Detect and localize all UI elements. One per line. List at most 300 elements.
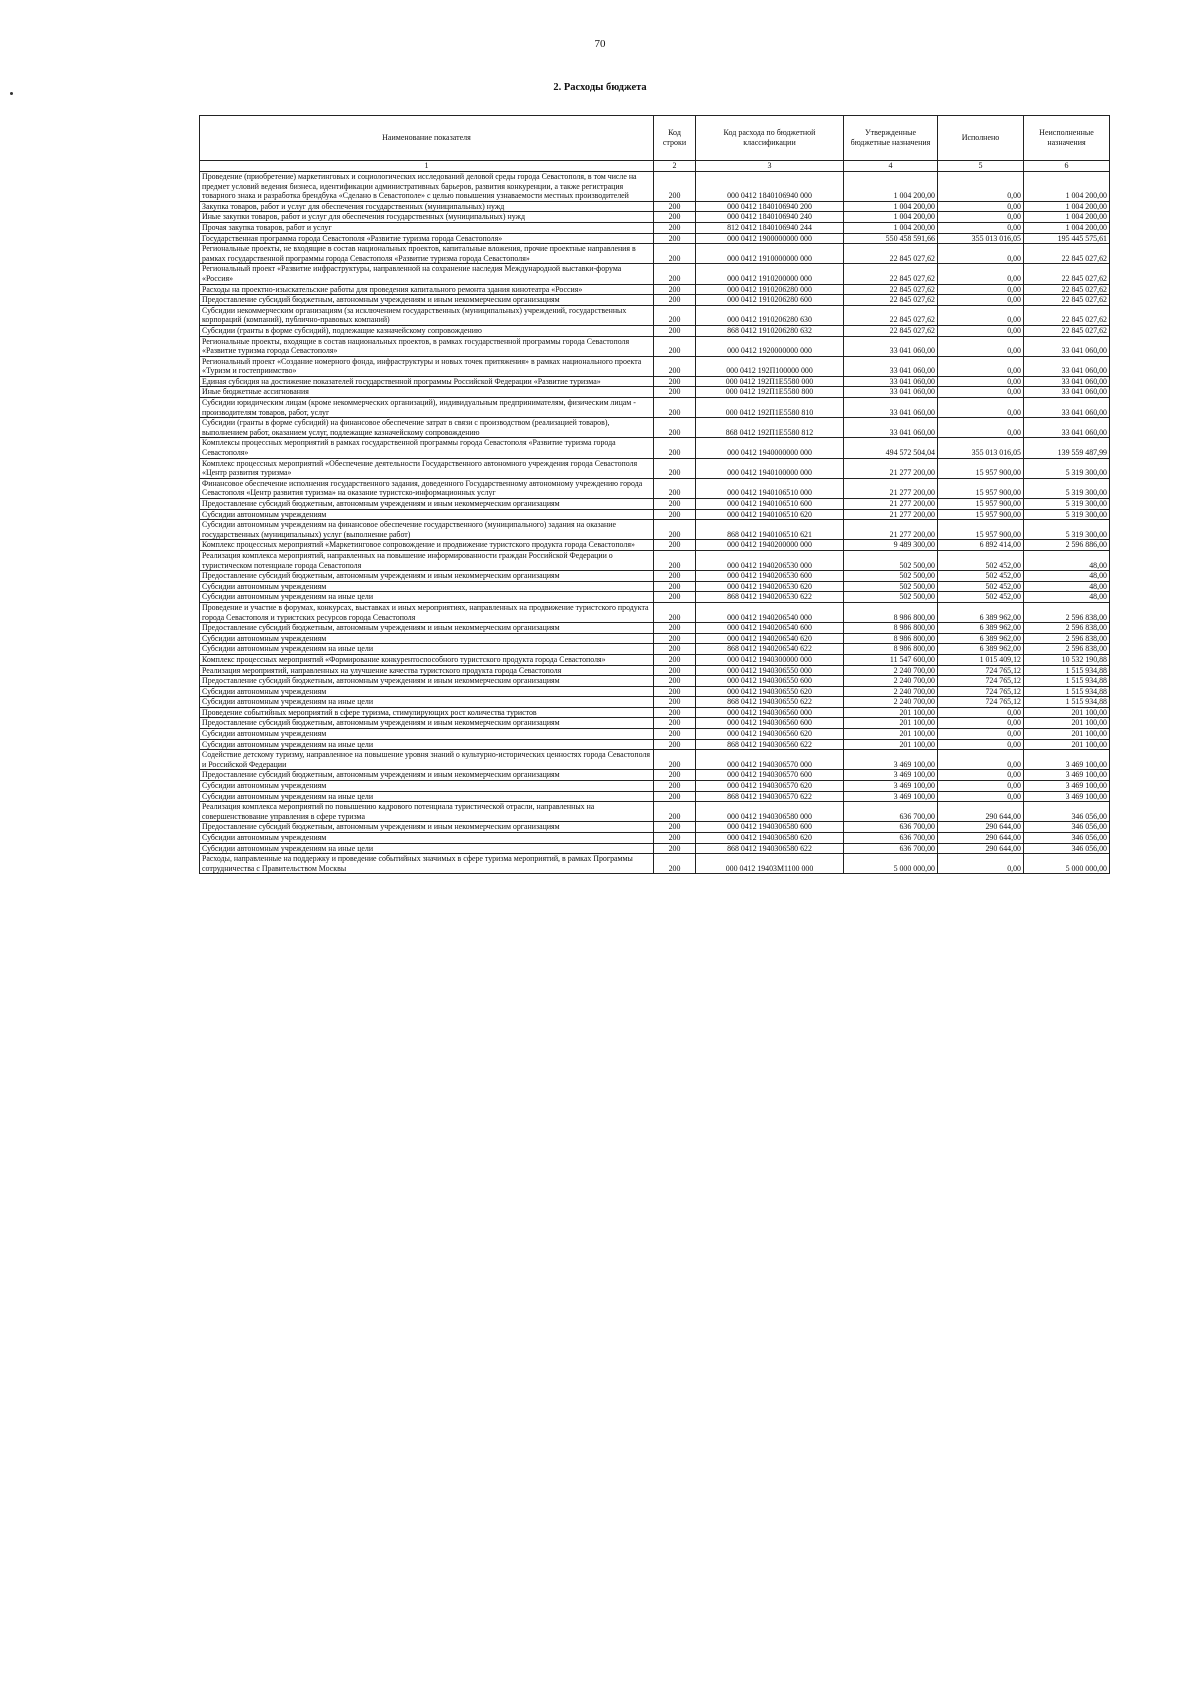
cell-budget-code: 000 0412 192П1E5580 800: [696, 387, 844, 398]
cell-approved: 33 041 060,00: [844, 376, 938, 387]
cell-budget-code: 000 0412 1910200000 000: [696, 264, 844, 284]
cell-approved: 636 700,00: [844, 802, 938, 822]
cell-budget-code: 000 0412 1940206540 000: [696, 602, 844, 622]
cell-approved: 21 277 200,00: [844, 458, 938, 478]
cell-line-code: 200: [654, 418, 696, 438]
cell-unexecuted: 5 319 300,00: [1024, 509, 1110, 520]
cell-executed: 0,00: [938, 718, 1024, 729]
cell-unexecuted: 5 319 300,00: [1024, 520, 1110, 540]
table-row: [200, 623, 1110, 634]
cell-indicator-name: Предоставление субсидий бюджетным, автономным учреждениям и иным некоммерческим организациям: [200, 718, 654, 729]
col-number: 5: [938, 161, 1024, 172]
col-header-line-code: Код строки: [654, 116, 696, 161]
cell-indicator-name: Региональный проект «Создание номерного фонда, инфраструктуры и новых точек притяжения» в рамках национального проекта «Туризм и гостеприимство»: [200, 356, 654, 376]
cell-indicator-name: Субсидии автономным учреждениям: [200, 729, 654, 740]
cell-budget-code: 868 0412 1940206530 622: [696, 592, 844, 603]
cell-unexecuted: 2 596 838,00: [1024, 644, 1110, 655]
cell-indicator-name: Комплекс процессных мероприятий «Маркетинговое сопровождение и продвижение туристского продукта города Севастополя»: [200, 540, 654, 551]
cell-budget-code: 868 0412 1940106510 621: [696, 520, 844, 540]
cell-indicator-name: Субсидии автономным учреждениям: [200, 633, 654, 644]
cell-executed: 290 644,00: [938, 822, 1024, 833]
cell-indicator-name: Региональные проекты, не входящие в состав национальных проектов, капитальные вложения, прочие проектные направления в рамках государственной программы города Севастополя «Развитие туризма города Севастополя»: [200, 244, 654, 264]
cell-executed: 0,00: [938, 376, 1024, 387]
cell-indicator-name: Единая субсидия на достижение показателей государственной программы Российской Федерации «Развитие туризма»: [200, 376, 654, 387]
cell-budget-code: 000 0412 1940206540 620: [696, 633, 844, 644]
cell-approved: 9 489 300,00: [844, 540, 938, 551]
cell-executed: 502 452,00: [938, 581, 1024, 592]
cell-budget-code: 868 0412 1940206540 622: [696, 644, 844, 655]
cell-indicator-name: Закупка товаров, работ и услуг для обеспечения государственных (муниципальных) нужд: [200, 201, 654, 212]
cell-budget-code: 000 0412 1940306580 600: [696, 822, 844, 833]
cell-unexecuted: 5 319 300,00: [1024, 458, 1110, 478]
cell-indicator-name: Субсидии автономным учреждениям на иные цели: [200, 697, 654, 708]
cell-unexecuted: 195 445 575,61: [1024, 233, 1110, 244]
cell-executed: 0,00: [938, 284, 1024, 295]
cell-line-code: 200: [654, 438, 696, 458]
cell-executed: 6 389 962,00: [938, 602, 1024, 622]
cell-budget-code: 000 0412 1940206530 620: [696, 581, 844, 592]
cell-unexecuted: 22 845 027,62: [1024, 295, 1110, 306]
cell-line-code: 200: [654, 676, 696, 687]
cell-unexecuted: 3 469 100,00: [1024, 750, 1110, 770]
cell-approved: 22 845 027,62: [844, 295, 938, 306]
cell-budget-code: 000 0412 1920000000 000: [696, 336, 844, 356]
table-row: [200, 398, 1110, 418]
table-row: [200, 791, 1110, 802]
cell-budget-code: 000 0412 1910206280 600: [696, 295, 844, 306]
cell-executed: 0,00: [938, 854, 1024, 874]
cell-executed: 502 452,00: [938, 571, 1024, 582]
table-row: [200, 284, 1110, 295]
cell-budget-code: 000 0412 1940100000 000: [696, 458, 844, 478]
cell-unexecuted: 33 041 060,00: [1024, 387, 1110, 398]
cell-executed: 0,00: [938, 791, 1024, 802]
table-row: [200, 802, 1110, 822]
cell-line-code: 200: [654, 833, 696, 844]
cell-indicator-name: Реализация мероприятий, направленных на улучшение качества туристского продукта города Севастополя: [200, 665, 654, 676]
cell-indicator-name: Проведение событийных мероприятий в сфере туризма, стимулирующих рост количества туристов: [200, 707, 654, 718]
table-row: [200, 336, 1110, 356]
cell-unexecuted: 1 515 934,88: [1024, 665, 1110, 676]
cell-approved: 201 100,00: [844, 729, 938, 740]
cell-line-code: 200: [654, 509, 696, 520]
cell-approved: 5 000 000,00: [844, 854, 938, 874]
column-number-row: [200, 161, 1110, 172]
cell-executed: 724 765,12: [938, 665, 1024, 676]
cell-line-code: 200: [654, 718, 696, 729]
cell-approved: 22 845 027,62: [844, 264, 938, 284]
cell-approved: 1 004 200,00: [844, 222, 938, 233]
cell-approved: 3 469 100,00: [844, 770, 938, 781]
cell-indicator-name: Предоставление субсидий бюджетным, автономным учреждениям и иным некоммерческим организациям: [200, 623, 654, 634]
cell-unexecuted: 1 515 934,88: [1024, 697, 1110, 708]
cell-approved: 1 004 200,00: [844, 212, 938, 223]
cell-budget-code: 000 0412 1900000000 000: [696, 233, 844, 244]
table-row: [200, 499, 1110, 510]
cell-unexecuted: 33 041 060,00: [1024, 356, 1110, 376]
cell-executed: 0,00: [938, 750, 1024, 770]
cell-executed: 0,00: [938, 770, 1024, 781]
cell-budget-code: 868 0412 192П1E5580 812: [696, 418, 844, 438]
cell-line-code: 200: [654, 325, 696, 336]
cell-executed: 0,00: [938, 398, 1024, 418]
cell-executed: 0,00: [938, 356, 1024, 376]
cell-approved: 502 500,00: [844, 581, 938, 592]
cell-executed: 290 644,00: [938, 802, 1024, 822]
cell-indicator-name: Прочая закупка товаров, работ и услуг: [200, 222, 654, 233]
cell-budget-code: 000 0412 192П1E5580 810: [696, 398, 844, 418]
cell-executed: 290 644,00: [938, 843, 1024, 854]
cell-line-code: 200: [654, 305, 696, 325]
cell-approved: 8 986 800,00: [844, 644, 938, 655]
cell-unexecuted: 48,00: [1024, 571, 1110, 582]
cell-executed: 15 957 900,00: [938, 499, 1024, 510]
cell-indicator-name: Субсидии (гранты в форме субсидий) на финансовое обеспечение затрат в связи с производством (реализацией товаров), выполнением работ, оказанием услуг, подлежащие казначейскому сопровождению: [200, 418, 654, 438]
cell-approved: 33 041 060,00: [844, 356, 938, 376]
table-row: [200, 387, 1110, 398]
cell-indicator-name: Расходы, направленные на поддержку и проведение событийных значимых в сфере туризма мероприятий, в рамках Программы сотрудничества с Правительством Москвы: [200, 854, 654, 874]
col-header-name: Наименование показателя: [200, 116, 654, 161]
cell-unexecuted: 346 056,00: [1024, 802, 1110, 822]
cell-budget-code: 868 0412 1910206280 632: [696, 325, 844, 336]
cell-approved: 33 041 060,00: [844, 387, 938, 398]
cell-executed: 0,00: [938, 325, 1024, 336]
cell-budget-code: 000 0412 1940306560 620: [696, 729, 844, 740]
cell-indicator-name: Иные закупки товаров, работ и услуг для обеспечения государственных (муниципальных) нужд: [200, 212, 654, 223]
cell-executed: 355 013 016,05: [938, 438, 1024, 458]
cell-line-code: 200: [654, 233, 696, 244]
col-header-executed: Исполнено: [938, 116, 1024, 161]
header-row: [200, 116, 1110, 161]
cell-indicator-name: Субсидии автономным учреждениям: [200, 686, 654, 697]
cell-line-code: 200: [654, 295, 696, 306]
cell-executed: 15 957 900,00: [938, 520, 1024, 540]
table-row: [200, 222, 1110, 233]
cell-indicator-name: Проведение и участие в форумах, конкурсах, выставках и иных мероприятиях, направленных на продвижение туристского продукта города Севастополя и туристских ресурсов города Севастополя: [200, 602, 654, 622]
cell-approved: 22 845 027,62: [844, 325, 938, 336]
table-row: [200, 571, 1110, 582]
cell-line-code: 200: [654, 458, 696, 478]
cell-indicator-name: Реализация комплекса мероприятий по повышению кадрового потенциала туристической отрасли, направленных на совершенствование управления в сфере туризма: [200, 802, 654, 822]
cell-indicator-name: Содействие детскому туризму, направленное на повышение уровня знаний о культурно-исторических ценностях города Севастополя и Российской Федерации: [200, 750, 654, 770]
cell-executed: 15 957 900,00: [938, 458, 1024, 478]
cell-approved: 1 004 200,00: [844, 172, 938, 202]
table-row: [200, 550, 1110, 570]
cell-approved: 3 469 100,00: [844, 791, 938, 802]
cell-line-code: 200: [654, 244, 696, 264]
cell-indicator-name: Субсидии автономным учреждениям: [200, 781, 654, 792]
table-row: [200, 520, 1110, 540]
cell-indicator-name: Субсидии некоммерческим организациям (за исключением государственных (муниципальных) учреждений, государственных корпораций (компаний), публично-правовых компаний): [200, 305, 654, 325]
cell-budget-code: 000 0412 192П100000 000: [696, 356, 844, 376]
cell-unexecuted: 33 041 060,00: [1024, 398, 1110, 418]
table-row: [200, 602, 1110, 622]
cell-indicator-name: Субсидии автономным учреждениям на иные цели: [200, 843, 654, 854]
cell-line-code: 200: [654, 571, 696, 582]
cell-approved: 636 700,00: [844, 822, 938, 833]
table-row: [200, 305, 1110, 325]
cell-approved: 8 986 800,00: [844, 602, 938, 622]
cell-line-code: 200: [654, 707, 696, 718]
cell-indicator-name: Субсидии (гранты в форме субсидий), подлежащие казначейскому сопровождению: [200, 325, 654, 336]
table-row: [200, 750, 1110, 770]
cell-indicator-name: Субсидии автономным учреждениям на иные цели: [200, 644, 654, 655]
cell-executed: 724 765,12: [938, 676, 1024, 687]
cell-budget-code: 000 0412 1940106510 600: [696, 499, 844, 510]
cell-indicator-name: Иные бюджетные ассигнования: [200, 387, 654, 398]
col-header-budget-code: Код расхода по бюджетной классификации: [696, 116, 844, 161]
cell-indicator-name: Субсидии автономным учреждениям: [200, 833, 654, 844]
col-number: 4: [844, 161, 938, 172]
cell-unexecuted: 2 596 838,00: [1024, 623, 1110, 634]
cell-line-code: 200: [654, 791, 696, 802]
cell-approved: 21 277 200,00: [844, 520, 938, 540]
col-header-approved: Утвержденные бюджетные назначения: [844, 116, 938, 161]
cell-unexecuted: 1 004 200,00: [1024, 222, 1110, 233]
cell-budget-code: 000 0412 19403M1100 000: [696, 854, 844, 874]
table-row: [200, 356, 1110, 376]
cell-budget-code: 000 0412 1940306560 000: [696, 707, 844, 718]
cell-line-code: 200: [654, 854, 696, 874]
cell-executed: 0,00: [938, 212, 1024, 223]
cell-executed: 502 452,00: [938, 592, 1024, 603]
cell-budget-code: 000 0412 1940106510 620: [696, 509, 844, 520]
table-row: [200, 478, 1110, 498]
cell-approved: 8 986 800,00: [844, 633, 938, 644]
cell-line-code: 200: [654, 633, 696, 644]
cell-executed: 502 452,00: [938, 550, 1024, 570]
cell-approved: 494 572 504,04: [844, 438, 938, 458]
cell-approved: 22 845 027,62: [844, 244, 938, 264]
cell-line-code: 200: [654, 172, 696, 202]
cell-approved: 2 240 700,00: [844, 665, 938, 676]
cell-unexecuted: 5 319 300,00: [1024, 499, 1110, 510]
cell-executed: 0,00: [938, 707, 1024, 718]
cell-executed: 0,00: [938, 305, 1024, 325]
cell-executed: 6 892 414,00: [938, 540, 1024, 551]
cell-executed: 0,00: [938, 244, 1024, 264]
budget-expenses-table: [199, 115, 1110, 874]
cell-approved: 3 469 100,00: [844, 781, 938, 792]
cell-executed: 6 389 962,00: [938, 633, 1024, 644]
cell-unexecuted: 1 004 200,00: [1024, 172, 1110, 202]
cell-line-code: 200: [654, 822, 696, 833]
table-row: [200, 633, 1110, 644]
cell-line-code: 200: [654, 592, 696, 603]
cell-line-code: 200: [654, 654, 696, 665]
cell-unexecuted: 3 469 100,00: [1024, 791, 1110, 802]
cell-unexecuted: 346 056,00: [1024, 833, 1110, 844]
cell-approved: 21 277 200,00: [844, 478, 938, 498]
cell-line-code: 200: [654, 387, 696, 398]
cell-budget-code: 868 0412 1940306550 622: [696, 697, 844, 708]
cell-unexecuted: 346 056,00: [1024, 843, 1110, 854]
col-number: 1: [200, 161, 654, 172]
cell-line-code: 200: [654, 623, 696, 634]
cell-indicator-name: Расходы на проектно-изыскательские работы для проведения капитального ремонта здания кинотеатра «Россия»: [200, 284, 654, 295]
cell-line-code: 200: [654, 550, 696, 570]
cell-line-code: 200: [654, 336, 696, 356]
cell-line-code: 200: [654, 843, 696, 854]
cell-unexecuted: 1 004 200,00: [1024, 201, 1110, 212]
cell-unexecuted: 201 100,00: [1024, 739, 1110, 750]
table-row: [200, 458, 1110, 478]
table-row: [200, 729, 1110, 740]
cell-indicator-name: Субсидии юридическим лицам (кроме некоммерческих организаций), индивидуальным предпринимателям, физическим лицам - производителям товаров, работ, услуг: [200, 398, 654, 418]
col-number: 2: [654, 161, 696, 172]
table-row: [200, 244, 1110, 264]
table-row: [200, 172, 1110, 202]
table-row: [200, 509, 1110, 520]
cell-unexecuted: 33 041 060,00: [1024, 376, 1110, 387]
cell-indicator-name: Субсидии автономным учреждениям: [200, 581, 654, 592]
col-header-unexecuted: Неисполненные назначения: [1024, 116, 1110, 161]
cell-indicator-name: Предоставление субсидий бюджетным, автономным учреждениям и иным некоммерческим организациям: [200, 295, 654, 306]
cell-executed: 0,00: [938, 295, 1024, 306]
cell-executed: 724 765,12: [938, 686, 1024, 697]
cell-unexecuted: 3 469 100,00: [1024, 781, 1110, 792]
cell-indicator-name: Комплекс процессных мероприятий «Формирование конкурентоспособного туристского продукта города Севастополя»: [200, 654, 654, 665]
table-row: [200, 295, 1110, 306]
cell-approved: 2 240 700,00: [844, 676, 938, 687]
cell-budget-code: 000 0412 1940306550 000: [696, 665, 844, 676]
cell-indicator-name: Субсидии автономным учреждениям на иные цели: [200, 592, 654, 603]
table-row: [200, 854, 1110, 874]
cell-approved: 502 500,00: [844, 550, 938, 570]
cell-line-code: 200: [654, 398, 696, 418]
cell-unexecuted: 5 000 000,00: [1024, 854, 1110, 874]
table-row: [200, 233, 1110, 244]
cell-executed: 1 015 409,12: [938, 654, 1024, 665]
table-row: [200, 739, 1110, 750]
cell-unexecuted: 139 559 487,99: [1024, 438, 1110, 458]
cell-line-code: 200: [654, 781, 696, 792]
cell-executed: 0,00: [938, 222, 1024, 233]
cell-budget-code: 000 0412 1940306560 600: [696, 718, 844, 729]
cell-budget-code: 000 0412 1840106940 200: [696, 201, 844, 212]
cell-unexecuted: 33 041 060,00: [1024, 418, 1110, 438]
table-row: [200, 718, 1110, 729]
cell-unexecuted: 22 845 027,62: [1024, 244, 1110, 264]
cell-budget-code: 000 0412 1940206530 000: [696, 550, 844, 570]
table-row: [200, 438, 1110, 458]
cell-unexecuted: 10 532 190,88: [1024, 654, 1110, 665]
table-row: [200, 540, 1110, 551]
cell-approved: 201 100,00: [844, 707, 938, 718]
cell-approved: 21 277 200,00: [844, 499, 938, 510]
cell-indicator-name: Субсидии автономным учреждениям на иные цели: [200, 739, 654, 750]
cell-line-code: 200: [654, 264, 696, 284]
cell-indicator-name: Предоставление субсидий бюджетным, автономным учреждениям и иным некоммерческим организациям: [200, 770, 654, 781]
cell-indicator-name: Комплексы процессных мероприятий в рамках государственной программы города Севастополя «Развитие туризма города Севастополя»: [200, 438, 654, 458]
cell-unexecuted: 5 319 300,00: [1024, 478, 1110, 498]
cell-line-code: 200: [654, 499, 696, 510]
cell-unexecuted: 2 596 838,00: [1024, 633, 1110, 644]
cell-indicator-name: Региональный проект «Развитие инфраструктуры, направленной на сохранение наследия Международной выставки-форума «Россия»: [200, 264, 654, 284]
table-row: [200, 581, 1110, 592]
cell-unexecuted: 2 596 886,00: [1024, 540, 1110, 551]
table-row: [200, 781, 1110, 792]
cell-line-code: 200: [654, 376, 696, 387]
cell-approved: 636 700,00: [844, 833, 938, 844]
cell-line-code: 200: [654, 201, 696, 212]
cell-line-code: 200: [654, 222, 696, 233]
page-number: 70: [594, 38, 606, 50]
cell-unexecuted: 1 515 934,88: [1024, 686, 1110, 697]
cell-indicator-name: Субсидии автономным учреждениям на иные цели: [200, 791, 654, 802]
cell-budget-code: 868 0412 1940306560 622: [696, 739, 844, 750]
table-row: [200, 376, 1110, 387]
cell-executed: 0,00: [938, 172, 1024, 202]
cell-line-code: 200: [654, 540, 696, 551]
cell-unexecuted: 1 004 200,00: [1024, 212, 1110, 223]
cell-approved: 22 845 027,62: [844, 284, 938, 295]
cell-unexecuted: 201 100,00: [1024, 729, 1110, 740]
table-row: [200, 325, 1110, 336]
cell-budget-code: 868 0412 1940306580 622: [696, 843, 844, 854]
cell-unexecuted: 48,00: [1024, 581, 1110, 592]
cell-indicator-name: Реализация комплекса мероприятий, направленных на повышение информированности граждан Российской Федерации о туристическом потенциале города Севастополя: [200, 550, 654, 570]
cell-unexecuted: 3 469 100,00: [1024, 770, 1110, 781]
cell-unexecuted: 22 845 027,62: [1024, 284, 1110, 295]
cell-budget-code: 000 0412 1940306570 600: [696, 770, 844, 781]
table-row: [200, 707, 1110, 718]
cell-line-code: 200: [654, 478, 696, 498]
cell-budget-code: 000 0412 1840106940 000: [696, 172, 844, 202]
cell-budget-code: 000 0412 1940306580 000: [696, 802, 844, 822]
cell-budget-code: 000 0412 1940106510 000: [696, 478, 844, 498]
cell-approved: 502 500,00: [844, 592, 938, 603]
cell-executed: 15 957 900,00: [938, 478, 1024, 498]
cell-line-code: 200: [654, 686, 696, 697]
cell-line-code: 200: [654, 697, 696, 708]
cell-approved: 33 041 060,00: [844, 398, 938, 418]
cell-unexecuted: 201 100,00: [1024, 707, 1110, 718]
cell-unexecuted: 1 515 934,88: [1024, 676, 1110, 687]
cell-line-code: 200: [654, 750, 696, 770]
cell-executed: 724 765,12: [938, 697, 1024, 708]
cell-budget-code: 000 0412 1940306570 620: [696, 781, 844, 792]
cell-budget-code: 000 0412 1940306580 620: [696, 833, 844, 844]
cell-line-code: 200: [654, 520, 696, 540]
section-title: 2. Расходы бюджета: [553, 82, 647, 93]
cell-executed: 290 644,00: [938, 833, 1024, 844]
col-number: 6: [1024, 161, 1110, 172]
cell-approved: 33 041 060,00: [844, 418, 938, 438]
cell-approved: 2 240 700,00: [844, 686, 938, 697]
cell-budget-code: 000 0412 1840106940 240: [696, 212, 844, 223]
table-row: [200, 822, 1110, 833]
cell-line-code: 200: [654, 729, 696, 740]
cell-budget-code: 000 0412 1940000000 000: [696, 438, 844, 458]
cell-unexecuted: 22 845 027,62: [1024, 264, 1110, 284]
cell-unexecuted: 22 845 027,62: [1024, 305, 1110, 325]
cell-approved: 201 100,00: [844, 739, 938, 750]
cell-executed: 0,00: [938, 739, 1024, 750]
cell-executed: 15 957 900,00: [938, 509, 1024, 520]
cell-approved: 502 500,00: [844, 571, 938, 582]
cell-indicator-name: Предоставление субсидий бюджетным, автономным учреждениям и иным некоммерческим организациям: [200, 571, 654, 582]
cell-budget-code: 000 0412 1940300000 000: [696, 654, 844, 665]
table-row: [200, 592, 1110, 603]
cell-approved: 11 547 600,00: [844, 654, 938, 665]
cell-budget-code: 000 0412 1940306550 620: [696, 686, 844, 697]
cell-indicator-name: Субсидии автономным учреждениям на финансовое обеспечение государственного (муниципального) задания на оказание государственных (муниципальных) услуг (выполнение работ): [200, 520, 654, 540]
cell-indicator-name: Субсидии автономным учреждениям: [200, 509, 654, 520]
cell-budget-code: 000 0412 1910206280 000: [696, 284, 844, 295]
cell-approved: 2 240 700,00: [844, 697, 938, 708]
table-row: [200, 686, 1110, 697]
